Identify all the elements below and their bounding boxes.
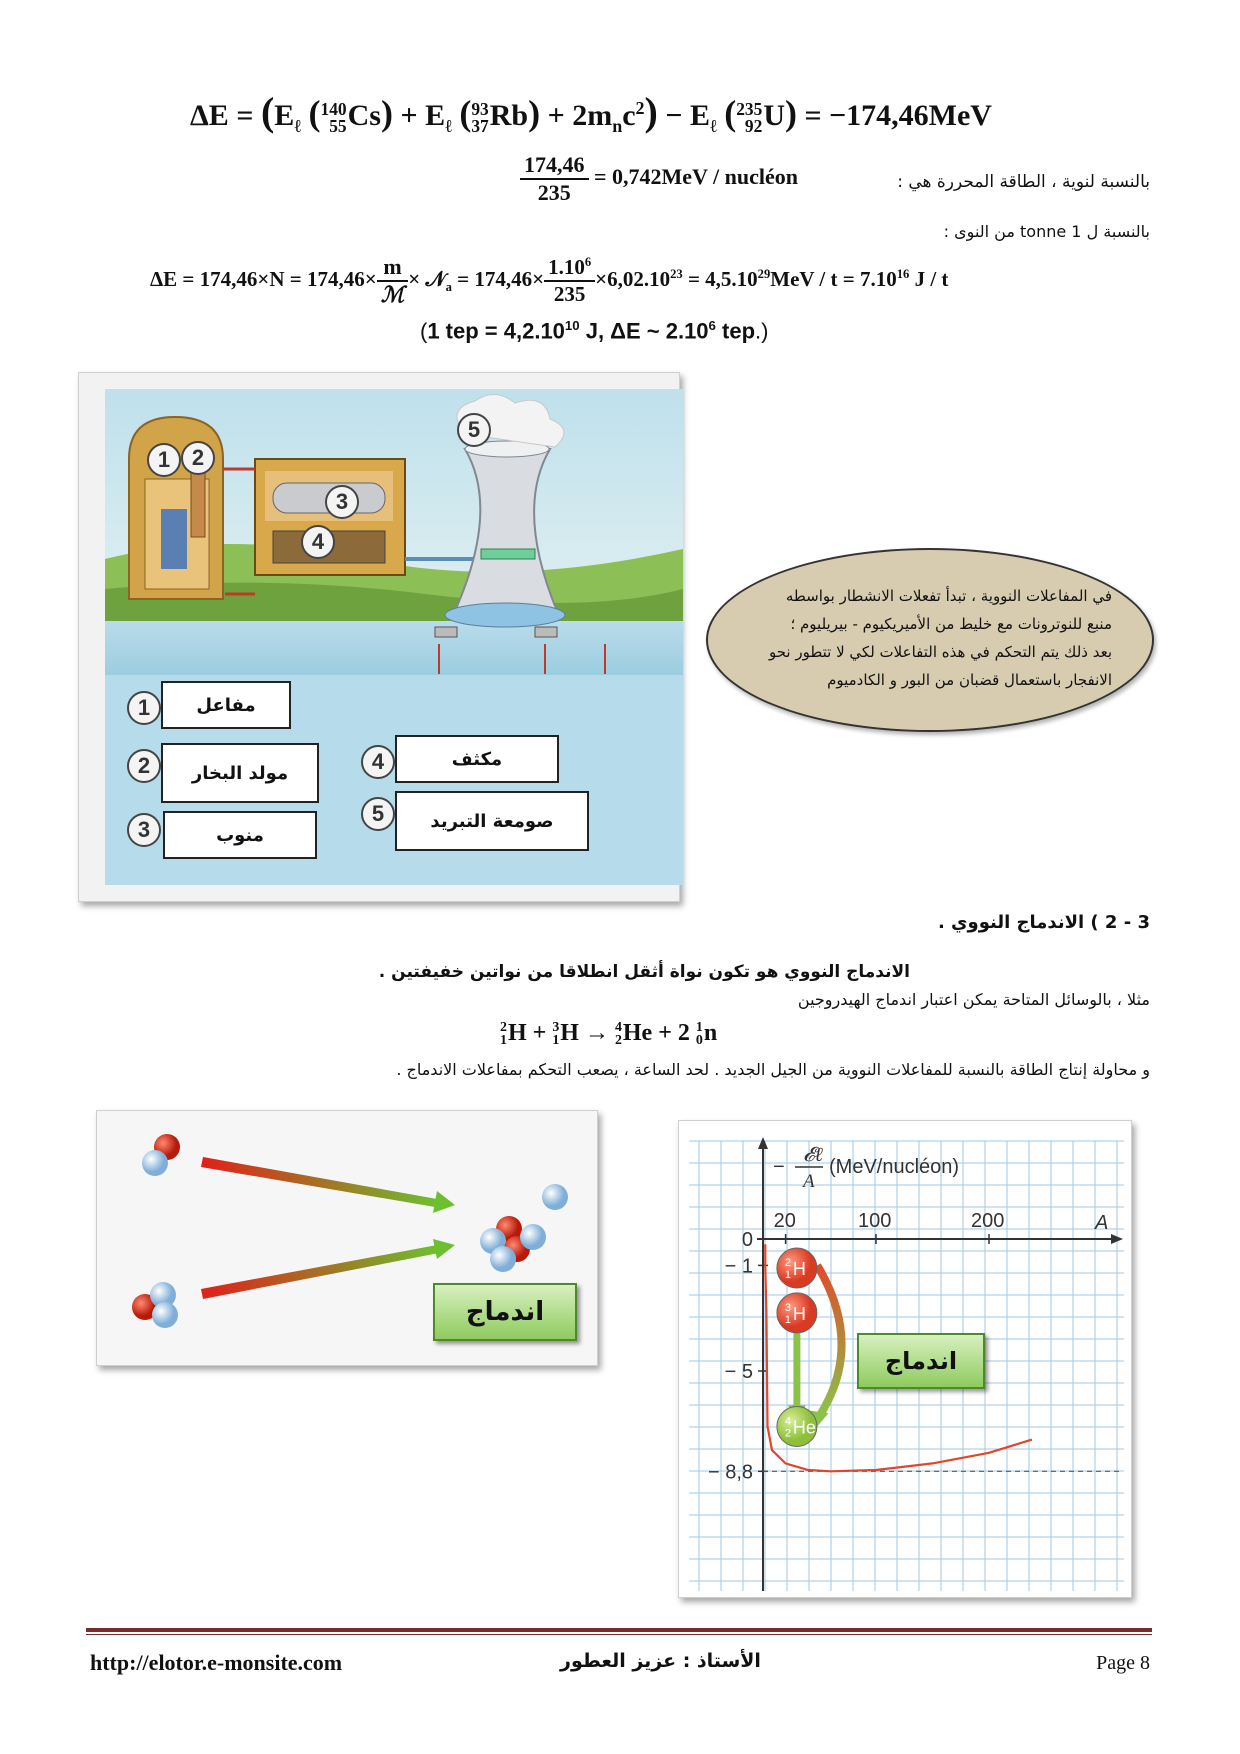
binding-energy-chart <box>678 1120 1132 1598</box>
reactor-figure <box>78 372 680 902</box>
callout-line-1: في المفاعلات النووية ، تبدأ تفعلات الانشطار بواسطه <box>785 587 1112 605</box>
y-axis-label-denominator: A <box>803 1171 815 1192</box>
per-tonne-label: بالنسبة ل 1 tonne من النوى : <box>943 222 1150 241</box>
legend-label-condenser: مكثف <box>395 735 559 783</box>
legend-label-reactor: مفاعل <box>161 681 291 729</box>
y-tick-label: 0 <box>741 1229 753 1251</box>
chart-fusion-label: اندماج <box>857 1333 985 1389</box>
x-tick-label: 200 <box>971 1210 1005 1232</box>
y-axis-label-numerator: 𝓔ℓ <box>803 1144 823 1166</box>
footer-author: الأستاذ : عزيز العطور <box>560 1650 761 1672</box>
nuclide-symbol: H <box>792 1259 806 1280</box>
section-heading: 3 - 2 ) الاندماج النووي . <box>937 912 1150 933</box>
fusion-label: اندماج <box>433 1283 577 1341</box>
y-axis-label-minus: − <box>773 1156 785 1178</box>
callout-line-2: منبع للنوترونات مع خليط من الأميريكيوم - بيريليوم ؛ <box>790 615 1112 633</box>
diagram-badge-5: 5 <box>457 413 491 447</box>
per-nucleon-label: بالنسبة لنوية ، الطاقة المحررة هي : <box>897 172 1150 192</box>
callout-line-4: الانفجار باستعمال قضبان من البور و الكادميوم <box>827 671 1112 689</box>
nuclide-z: 1 <box>784 1313 792 1326</box>
nuclide-symbol: H <box>792 1303 806 1324</box>
nuclide-symbol: He <box>792 1417 816 1438</box>
diagram-badge-1: 1 <box>147 443 181 477</box>
equation-delta-e-main: $\Delta E = (E_\ell$ ( 140 55 $Cs) + E_\ell$ ( 93 37 $Rb) + 2m_nc^2) - E_\ell$ ( 235 92 U) = −174,46MeV <box>190 89 992 137</box>
y-tick-label: − 8,8 <box>707 1461 753 1484</box>
y-axis-arrow <box>758 1137 768 1149</box>
fusion-reaction: 2 1 H + 3 1 H → 4 2 He + 2 1 0 n <box>500 1019 718 1049</box>
diagram-badge-4: 4 <box>301 525 335 559</box>
x-tick-label: 20 <box>773 1210 796 1232</box>
fusion-example: مثلا ، بالوسائل المتاحة يمكن اعتبار اندماج الهيدروجين <box>797 990 1150 1009</box>
legend-label-alternator: منوب <box>163 811 317 859</box>
fusion-note: و محاولة إنتاج الطاقة بالنسبة للمفاعلات النووية من الجيل الجديد . لحد الساعة ، يصعب التحكم بمفاعلات الاندماج . <box>396 1060 1150 1079</box>
footer-url[interactable]: http://elotor.e-monsite.com <box>90 1650 343 1675</box>
y-tick-label: − 5 <box>724 1361 753 1383</box>
nuclide-mass: 2 <box>784 1257 792 1270</box>
per-nucleon-equation: $\frac{174,46}{235}$ = 0,742MeV / nucléon <box>520 152 798 206</box>
per-tonne-equation: ΔE = 174,46×N = 174,46× $\frac{m}{\text{ℳ}}$ × 𝒩$_a$ = 174,46× $\frac{1.10^6}{235}$ $\times 6,02.10^{23} = 4,5.10^{29}MeV / t = 7.10^{16}$ J / t <box>150 254 949 307</box>
x-axis-label: A <box>1095 1212 1109 1234</box>
y-axis-label-unit: (MeV/nucléon) <box>829 1156 960 1178</box>
legend-num-4: 4 <box>361 745 395 779</box>
nuclide-z: 2 <box>784 1427 792 1440</box>
footer-rule-thin <box>86 1634 1152 1635</box>
footer-page-number: Page 8 <box>1096 1652 1150 1674</box>
legend-num-5: 5 <box>361 797 395 831</box>
legend-label-steam-generator: مولد البخار <box>161 743 319 803</box>
nuclide-mass: 4 <box>784 1415 792 1428</box>
diagram-badge-2: 2 <box>181 441 215 475</box>
fusion-figure <box>96 1110 598 1366</box>
x-tick-label: 100 <box>858 1210 892 1232</box>
neutron-source-callout <box>706 548 1154 732</box>
callout-line-3: بعد ذلك يتم التحكم في هذه التفاعلات لكي لا تتطور نحو <box>768 643 1112 661</box>
fusion-arrow-curved <box>817 1265 841 1415</box>
diagram-badge-3: 3 <box>325 485 359 519</box>
legend-num-3: 3 <box>127 813 161 847</box>
reactor-diagram <box>105 389 683 675</box>
footer-rule <box>86 1628 1152 1632</box>
legend-num-1: 1 <box>127 691 161 725</box>
legend-label-cooling-tower: صومعة التبريد <box>395 791 589 851</box>
tep-note: (1 tep = $4,2.10^{10}$ J, ΔE ~ 2.10$^6$ tep.) <box>420 318 769 344</box>
fusion-definition: الاندماج النووي هو تكون نواة أثقل انطلاقا من نواتين خفيفتين . <box>378 962 910 982</box>
nuclide-mass: 3 <box>784 1301 792 1314</box>
nuclide-z: 1 <box>784 1269 792 1282</box>
y-tick-label: − 1 <box>724 1255 753 1278</box>
legend-num-2: 2 <box>127 749 161 783</box>
